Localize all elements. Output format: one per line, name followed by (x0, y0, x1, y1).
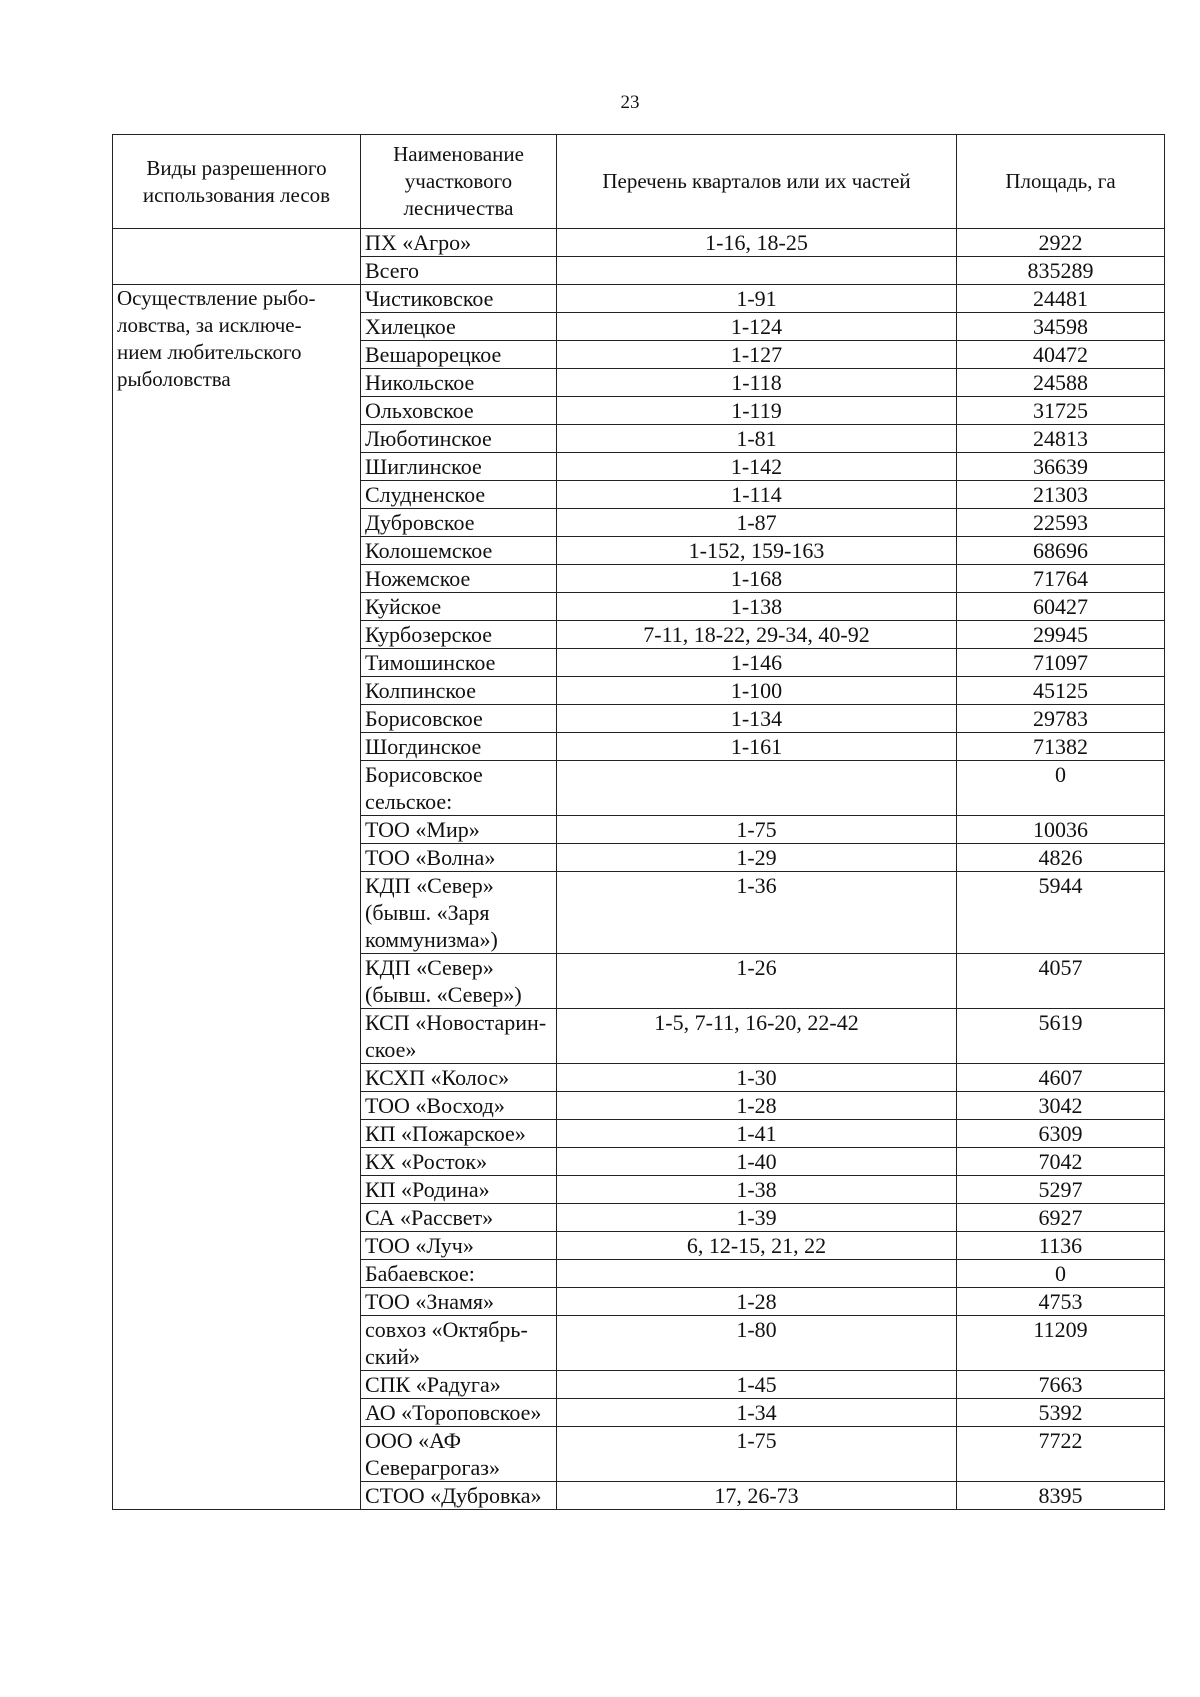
quarters-cell: 1-39 (557, 1204, 957, 1232)
forestry-name-cell: ТОО «Восход» (361, 1092, 557, 1120)
area-cell: 835289 (957, 257, 1165, 285)
table-body (113, 229, 1165, 1510)
area-cell: 11209 (957, 1316, 1165, 1371)
forestry-name-cell: ТОО «Мир» (361, 816, 557, 844)
forestry-name-cell: КХ «Росток» (361, 1148, 557, 1176)
forestry-name-cell: СПК «Радуга» (361, 1371, 557, 1399)
quarters-cell: 1-80 (557, 1316, 957, 1371)
page-number: 23 (620, 92, 640, 113)
quarters-cell: 1-41 (557, 1120, 957, 1148)
forestry-name-cell: СА «Рассвет» (361, 1204, 557, 1232)
quarters-cell: 1-75 (557, 816, 957, 844)
forestry-name-cell: КСХП «Колос» (361, 1064, 557, 1092)
forestry-name-cell: Слудненское (361, 481, 557, 509)
forest-usage-table (112, 134, 1165, 1510)
area-cell: 24481 (957, 285, 1165, 313)
quarters-cell: 1-146 (557, 649, 957, 677)
area-cell: 4826 (957, 844, 1165, 872)
table-row (113, 229, 1165, 257)
quarters-cell: 1-26 (557, 954, 957, 1009)
quarters-cell: 1-134 (557, 705, 957, 733)
quarters-cell: 1-28 (557, 1092, 957, 1120)
area-cell: 8395 (957, 1482, 1165, 1510)
area-cell: 0 (957, 761, 1165, 816)
forestry-name-cell: Бабаевское: (361, 1260, 557, 1288)
quarters-cell: 1-34 (557, 1399, 957, 1427)
forestry-name-cell: Колпинское (361, 677, 557, 705)
area-cell: 71382 (957, 733, 1165, 761)
area-cell: 6927 (957, 1204, 1165, 1232)
quarters-cell: 1-40 (557, 1148, 957, 1176)
quarters-cell: 1-29 (557, 844, 957, 872)
quarters-cell: 7-11, 18-22, 29-34, 40-92 (557, 621, 957, 649)
area-cell: 2922 (957, 229, 1165, 257)
area-cell: 5297 (957, 1176, 1165, 1204)
quarters-cell: 1-168 (557, 565, 957, 593)
quarters-cell: 1-87 (557, 509, 957, 537)
header-area: Площадь, га (957, 135, 1165, 229)
forestry-name-cell: совхоз «Октябрь-ский» (361, 1316, 557, 1371)
area-cell: 24813 (957, 425, 1165, 453)
quarters-cell: 1-30 (557, 1064, 957, 1092)
quarters-cell: 1-127 (557, 341, 957, 369)
quarters-cell: 1-16, 18-25 (557, 229, 957, 257)
quarters-cell: 1-5, 7-11, 16-20, 22-42 (557, 1009, 957, 1064)
usage-type-label: Осуществление рыбо- ловства, за исключе- нием любительского рыболовства (117, 286, 316, 391)
quarters-cell: 1-161 (557, 733, 957, 761)
header-quarters: Перечень кварталов или их частей (557, 135, 957, 229)
area-cell: 71097 (957, 649, 1165, 677)
area-cell: 1136 (957, 1232, 1165, 1260)
quarters-cell: 6, 12-15, 21, 22 (557, 1232, 957, 1260)
forestry-name-cell: КП «Родина» (361, 1176, 557, 1204)
forestry-name-cell: Ножемское (361, 565, 557, 593)
forestry-name-cell: Люботинское (361, 425, 557, 453)
forestry-name-cell: Хилецкое (361, 313, 557, 341)
quarters-cell (557, 1260, 957, 1288)
forestry-name-cell: ТОО «Волна» (361, 844, 557, 872)
quarters-cell: 1-119 (557, 397, 957, 425)
quarters-cell (557, 257, 957, 285)
forestry-name-cell: Ольховское (361, 397, 557, 425)
quarters-cell: 1-28 (557, 1288, 957, 1316)
area-cell: 0 (957, 1260, 1165, 1288)
forestry-name-cell: Тимошинское (361, 649, 557, 677)
quarters-cell (557, 761, 957, 816)
area-cell: 7663 (957, 1371, 1165, 1399)
quarters-cell: 17, 26-73 (557, 1482, 957, 1510)
area-cell: 21303 (957, 481, 1165, 509)
forestry-name-cell: КСП «Новостарин-ское» (361, 1009, 557, 1064)
area-cell: 4057 (957, 954, 1165, 1009)
forestry-name-cell: ТОО «Луч» (361, 1232, 557, 1260)
quarters-cell: 1-81 (557, 425, 957, 453)
forestry-name-cell: КДП «Север» (бывш. «Север») (361, 954, 557, 1009)
table-row (113, 285, 1165, 313)
area-cell: 68696 (957, 537, 1165, 565)
forestry-name-cell: АО «Тороповское» (361, 1399, 557, 1427)
usage-type-cell (113, 285, 361, 1510)
forestry-name-cell: СТОО «Дубровка» (361, 1482, 557, 1510)
forestry-name-cell: ТОО «Знамя» (361, 1288, 557, 1316)
table-header-row (113, 135, 1165, 229)
quarters-cell: 1-100 (557, 677, 957, 705)
area-cell: 36639 (957, 453, 1165, 481)
quarters-cell: 1-114 (557, 481, 957, 509)
quarters-cell: 1-36 (557, 872, 957, 954)
area-cell: 22593 (957, 509, 1165, 537)
forestry-name-cell: Никольское (361, 369, 557, 397)
area-cell: 10036 (957, 816, 1165, 844)
area-cell: 29783 (957, 705, 1165, 733)
forestry-name-cell: Дубровское (361, 509, 557, 537)
quarters-cell: 1-124 (557, 313, 957, 341)
quarters-cell: 1-118 (557, 369, 957, 397)
forestry-name-cell: Чистиковское (361, 285, 557, 313)
forestry-name-cell: Куйское (361, 593, 557, 621)
area-cell: 34598 (957, 313, 1165, 341)
forestry-name-cell: Шиглинское (361, 453, 557, 481)
forestry-name-cell: ПХ «Агро» (361, 229, 557, 257)
forestry-name-cell: Шогдинское (361, 733, 557, 761)
area-cell: 5944 (957, 872, 1165, 954)
forestry-name-cell: Колошемское (361, 537, 557, 565)
quarters-cell: 1-142 (557, 453, 957, 481)
area-cell: 31725 (957, 397, 1165, 425)
area-cell: 60427 (957, 593, 1165, 621)
area-cell: 7722 (957, 1427, 1165, 1482)
usage-cell-empty (113, 229, 361, 285)
area-cell: 71764 (957, 565, 1165, 593)
quarters-cell: 1-38 (557, 1176, 957, 1204)
forestry-name-cell: КДП «Север» (бывш. «Заря коммунизма») (361, 872, 557, 954)
header-forestry: Наименование участкового лесничества (361, 135, 557, 229)
forestry-name-cell: Курбозерское (361, 621, 557, 649)
area-cell: 5392 (957, 1399, 1165, 1427)
area-cell: 29945 (957, 621, 1165, 649)
area-cell: 5619 (957, 1009, 1165, 1064)
area-cell: 40472 (957, 341, 1165, 369)
quarters-cell: 1-45 (557, 1371, 957, 1399)
area-cell: 6309 (957, 1120, 1165, 1148)
area-cell: 4607 (957, 1064, 1165, 1092)
forestry-name-cell: Всего (361, 257, 557, 285)
quarters-cell: 1-138 (557, 593, 957, 621)
area-cell: 3042 (957, 1092, 1165, 1120)
area-cell: 24588 (957, 369, 1165, 397)
area-cell: 45125 (957, 677, 1165, 705)
area-cell: 4753 (957, 1288, 1165, 1316)
forestry-name-cell: Вешарорецкое (361, 341, 557, 369)
quarters-cell: 1-91 (557, 285, 957, 313)
header-usage: Виды разрешенного использования лесов (113, 135, 361, 229)
forestry-name-cell: ООО «АФ Северагрогаз» (361, 1427, 557, 1482)
quarters-cell: 1-152, 159-163 (557, 537, 957, 565)
area-cell: 7042 (957, 1148, 1165, 1176)
quarters-cell: 1-75 (557, 1427, 957, 1482)
forestry-name-cell: Борисовское сельское: (361, 761, 557, 816)
forestry-name-cell: КП «Пожарское» (361, 1120, 557, 1148)
forestry-name-cell: Борисовское (361, 705, 557, 733)
